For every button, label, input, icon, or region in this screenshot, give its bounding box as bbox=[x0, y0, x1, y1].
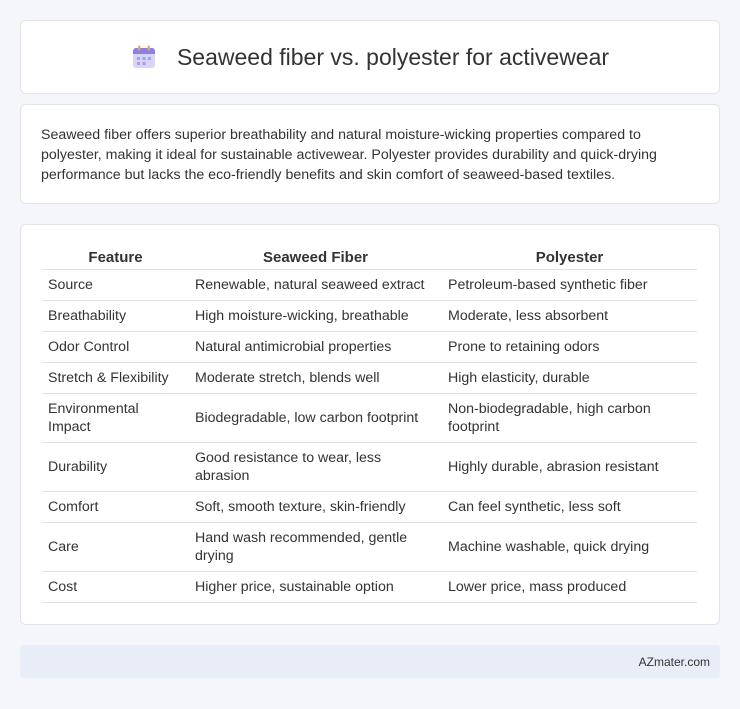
table-row bbox=[42, 443, 697, 492]
table-header-row bbox=[42, 245, 697, 270]
table-row bbox=[42, 523, 697, 572]
table-row bbox=[42, 572, 697, 603]
table-row bbox=[42, 301, 697, 332]
feature-cell: Source bbox=[42, 270, 189, 301]
polyester-cell: Machine washable, quick drying bbox=[442, 523, 697, 572]
feature-cell: Comfort bbox=[42, 492, 189, 523]
feature-cell: Cost bbox=[42, 572, 189, 603]
table-row bbox=[42, 332, 697, 363]
title-card bbox=[20, 20, 720, 94]
feature-cell: Durability bbox=[42, 443, 189, 492]
comparison-card bbox=[20, 224, 720, 625]
column-header-polyester: Polyester bbox=[442, 245, 697, 270]
table-row bbox=[42, 270, 697, 301]
polyester-cell: Can feel synthetic, less soft bbox=[442, 492, 697, 523]
column-header-feature: Feature bbox=[42, 245, 189, 270]
comparison-table bbox=[42, 245, 697, 603]
feature-cell: Stretch & Flexibility bbox=[42, 363, 189, 394]
polyester-cell: Moderate, less absorbent bbox=[442, 301, 697, 332]
seaweed-cell: Hand wash recommended, gentle drying bbox=[189, 523, 442, 572]
seaweed-cell: Renewable, natural seaweed extract bbox=[189, 270, 442, 301]
seaweed-cell: Higher price, sustainable option bbox=[189, 572, 442, 603]
polyester-cell: Highly durable, abrasion resistant bbox=[442, 443, 697, 492]
calendar-icon bbox=[131, 44, 157, 70]
seaweed-cell: High moisture-wicking, breathable bbox=[189, 301, 442, 332]
feature-cell: Odor Control bbox=[42, 332, 189, 363]
seaweed-cell: Biodegradable, low carbon footprint bbox=[189, 394, 442, 443]
feature-cell: Care bbox=[42, 523, 189, 572]
table-row bbox=[42, 492, 697, 523]
footer-brand: AZmater.com bbox=[638, 654, 710, 669]
polyester-cell: Non-biodegradable, high carbon footprint bbox=[442, 394, 697, 443]
seaweed-cell: Good resistance to wear, less abrasion bbox=[189, 443, 442, 492]
summary-card bbox=[20, 104, 720, 204]
polyester-cell: Prone to retaining odors bbox=[442, 332, 697, 363]
column-header-seaweed: Seaweed Fiber bbox=[189, 245, 442, 270]
title-row bbox=[131, 44, 609, 71]
seaweed-cell: Moderate stretch, blends well bbox=[189, 363, 442, 394]
page-title: Seaweed fiber vs. polyester for activewear bbox=[176, 43, 610, 70]
seaweed-cell: Natural antimicrobial properties bbox=[189, 332, 442, 363]
polyester-cell: Petroleum-based synthetic fiber bbox=[442, 270, 697, 301]
footer bbox=[20, 645, 720, 678]
polyester-cell: Lower price, mass produced bbox=[442, 572, 697, 603]
feature-cell: Environmental Impact bbox=[42, 394, 189, 443]
seaweed-cell: Soft, smooth texture, skin-friendly bbox=[189, 492, 442, 523]
summary-text: Seaweed fiber offers superior breathability and natural moisture-wicking properties compared to polyester, making it ideal for sustainable activewear. Polyester provides durability and quick-drying performance but lacks the eco-friendly benefits and skin comfort of seaweed-based textiles. bbox=[41, 127, 657, 183]
table-row bbox=[42, 363, 697, 394]
table-row bbox=[42, 394, 697, 443]
feature-cell: Breathability bbox=[42, 301, 189, 332]
polyester-cell: High elasticity, durable bbox=[442, 363, 697, 394]
